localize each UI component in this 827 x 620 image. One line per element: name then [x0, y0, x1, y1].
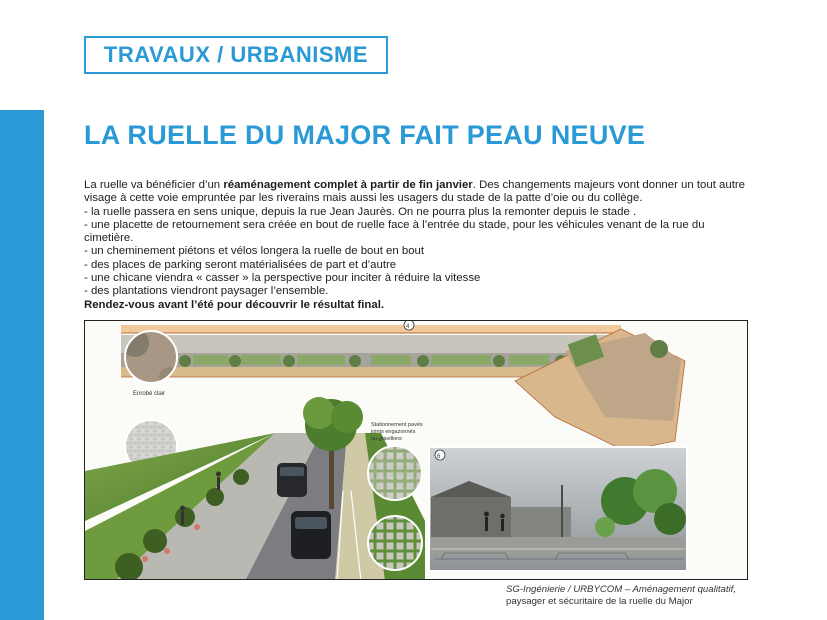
- street-photo-inset: [429, 447, 687, 571]
- bullet-path: - un cheminement piétons et vélos longera la ruelle de bout en bout: [84, 245, 425, 258]
- bullet-one-way: - la ruelle passera en sens unique, depuis la rue Jean Jaurès. On ne pourra plus la remonter depuis le stade .: [84, 205, 637, 218]
- bullet-chicane: - une chicane viendra « casser » la perspective pour inciter à réduire la vitesse: [84, 272, 481, 285]
- side-accent-bar: [0, 110, 44, 620]
- parking-note-line-1: Stationnement pavés: [371, 422, 423, 428]
- illustration-drawing: [85, 321, 748, 580]
- article-intro: [84, 179, 752, 206]
- marker-4: 4: [406, 324, 410, 330]
- section-label: TRAVAUX / URBANISME: [103, 42, 369, 67]
- parking-note-line-2: joints engazonnés: [371, 429, 416, 435]
- article-closing: [84, 299, 752, 312]
- parking-note-line-3: ou gravillons: [371, 436, 402, 442]
- caption-credit: SG-Ingénierie / URBYCOM – Aménagement qualitatif,: [506, 584, 736, 595]
- material-swatch-gravel: [368, 516, 422, 570]
- car-parked-near: [291, 511, 331, 559]
- closing-text: Rendez-vous avant l’été pour découvrir le résultat final.: [84, 298, 385, 311]
- caption-description: paysager et sécuritaire de la ruelle du Major: [506, 596, 693, 607]
- section-tag: [84, 36, 388, 74]
- intro-text-continued: . Des changements majeurs vont donner un tout autre visage à cette voie empruntée par les riverains mais aussi les usagers du stade de la patte d’oie ou du collège.: [84, 179, 746, 205]
- car-moving-far: [277, 463, 307, 497]
- project-illustration: [84, 320, 748, 580]
- bullet-parking: - des places de parking seront matérialisées de part et d’autre: [84, 258, 397, 271]
- marker-6: 6: [437, 454, 441, 460]
- article-body: [84, 179, 752, 312]
- intro-text: La ruelle va bénéficier d’un: [84, 179, 224, 191]
- bullet-turnaround: - une placette de retournement sera créée en bout de ruelle face à l’entrée du stade, pour les véhicules venant de la rue du cimetière.: [84, 218, 705, 245]
- article-headline: LA RUELLE DU MAJOR FAIT PEAU NEUVE: [84, 120, 646, 150]
- figure-caption: [506, 584, 766, 608]
- bullet-plantings: - des plantations viendront paysager l’ensemble.: [84, 285, 329, 298]
- swatch-label-asphalt: Enrobé clair: [133, 391, 166, 397]
- material-swatch-grass-pavers: [368, 446, 422, 500]
- intro-emphasis: réaménagement complet à partir de fin janvier: [223, 179, 473, 191]
